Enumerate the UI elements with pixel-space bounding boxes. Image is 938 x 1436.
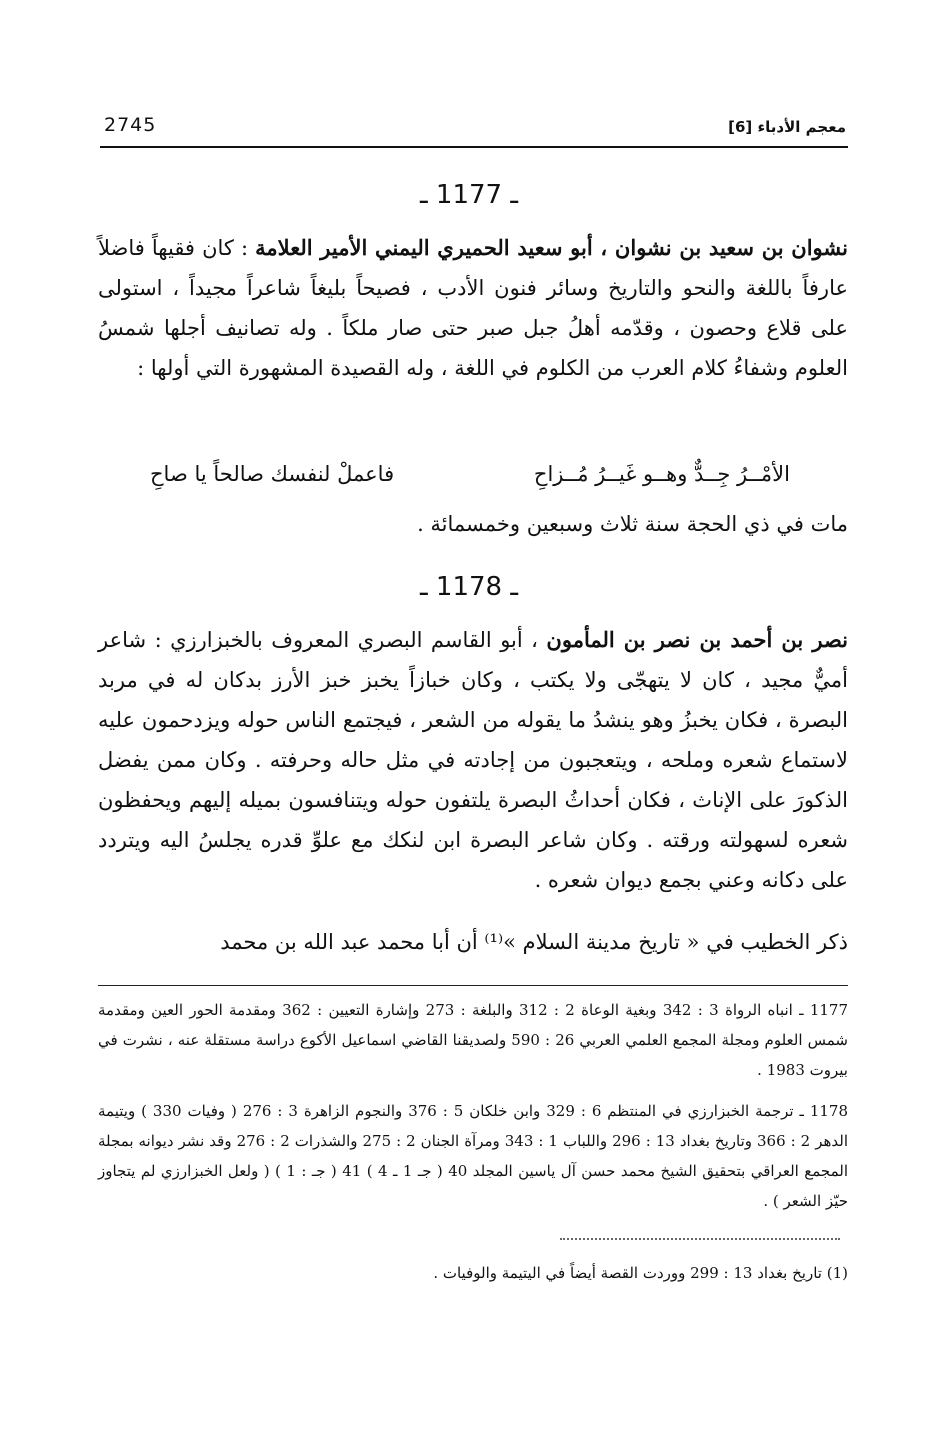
verse-line [150,454,790,494]
entry-number-1178: ـ 1178 ـ [420,572,518,602]
entry-1177-text: : كان فقيهاً فاضلاً عارفاً باللغة والنحو والتاريخ وسائر فنون الأدب ، فصيحاً بليغاً شاعراً مجيداً ، استولى على قلاع وحصون ، وقدّمه أهلُ جبل صبر حتى صار ملكاً . وله تصانيف أجلها شمسُ العلوم وشفاءُ كلام العرب من الكلوم في اللغة ، وله القصيدة المشهورة التي أولها : [98,236,848,380]
entry-1177-death-note: مات في ذي الحجة سنة ثلاث وسبعين وخمسمائة . [417,512,848,536]
entry-number-1177: ـ 1177 ـ [420,180,518,210]
entry-1178-text: ، أبو القاسم البصري المعروف بالخبزارزي : شاعر أميٌّ مجيد ، كان لا يتهجّى ولا يكتب ، وكان خبازاً يخبز خبز الأرز بدكان له في مربد البصرة ، فكان يخبزُ وهو ينشدُ ما يقوله من الشعر ، فيجتمع الناس حوله ويزدحمون عليه لاستماع شعره وملحه ، ويتعجبون من إجادته في مثل حاله وحرفته . وكان ممن يفضل الذكورَ على الإناث ، فكان أحداثُ البصرة يلتفون حوله ويتنافسون بميله إليهم ويحفظون شعره لسهولته ورقته . وكان شاعر البصرة ابن لنكك مع علوِّ قدره يجلسُ اليه ويتردد على دكانه وعني بجمع ديوان شعره . [98,628,848,892]
dotted-separator [560,1238,840,1240]
entry-1177-name: نشوان بن سعيد بن نشوان ، أبو سعيد الحميري اليمني الأمير العلامة [255,235,848,260]
entry-1178-continuation: ذكر الخطيب في « تاريخ مدينة السلام »⁽¹⁾ أن أبا محمد عبد الله بن محمد [220,930,848,954]
verse-first-hemistich: الأمْــرُ جِــدٌّ وهــو غَيــرُ مُــزاحِ [533,462,790,486]
text-footnote-1: (1) تاريخ بغداد 13 : 299 ووردت القصة أيضاً في اليتيمة والوفيات . [433,1264,848,1282]
running-title: معجم الأدباء [6] [728,118,846,136]
footnote-1177: 1177 ـ انباه الرواة 3 : 342 وبغية الوعاة 2 : 312 والبلغة : 273 وإشارة التعيين : 362 ومقدمة الحور العين ومقدمة شمس العلوم ومجلة المجمع العلمي العربي 26 : 590 ولصديقنا القاضي اسماعيل الأكوع دراسة مستقلة عنه ، نشرت في بيروت 1983 . [98,1001,849,1079]
entry-1177-body [98,228,848,388]
footnote-1178: 1178 ـ ترجمة الخبزارزي في المنتظم 6 : 329 وابن خلكان 5 : 376 والنجوم الزاهرة 3 : 276 ( وفيات 330 ) ويتيمة الدهر 2 : 366 وتاريخ بغداد 13 : 296 واللباب 1 : 343 ومرآة الجنان 2 : 275 والشذرات 2 : 276 وقد نشر ديوانه بمجلة المجمع العراقي بتحقيق الشيخ محمد حسن آل ياسين المجلد 40 ( جـ 1 ـ 4 ) 41 ( جـ : 1 ) ( ولعل الخبزارزي لم يتجاوز حيّز الشعر ) . [98,1102,849,1210]
verse-second-hemistich: فاعملْ لنفسك صالحاً يا صاحِ [150,462,395,486]
page-header [100,112,848,148]
entry-1178-body [98,620,848,900]
entry-1178-name: نصر بن أحمد بن نصر بن المأمون [546,627,848,652]
footnotes-separator [98,985,848,986]
page-number: 2745 [104,114,157,136]
